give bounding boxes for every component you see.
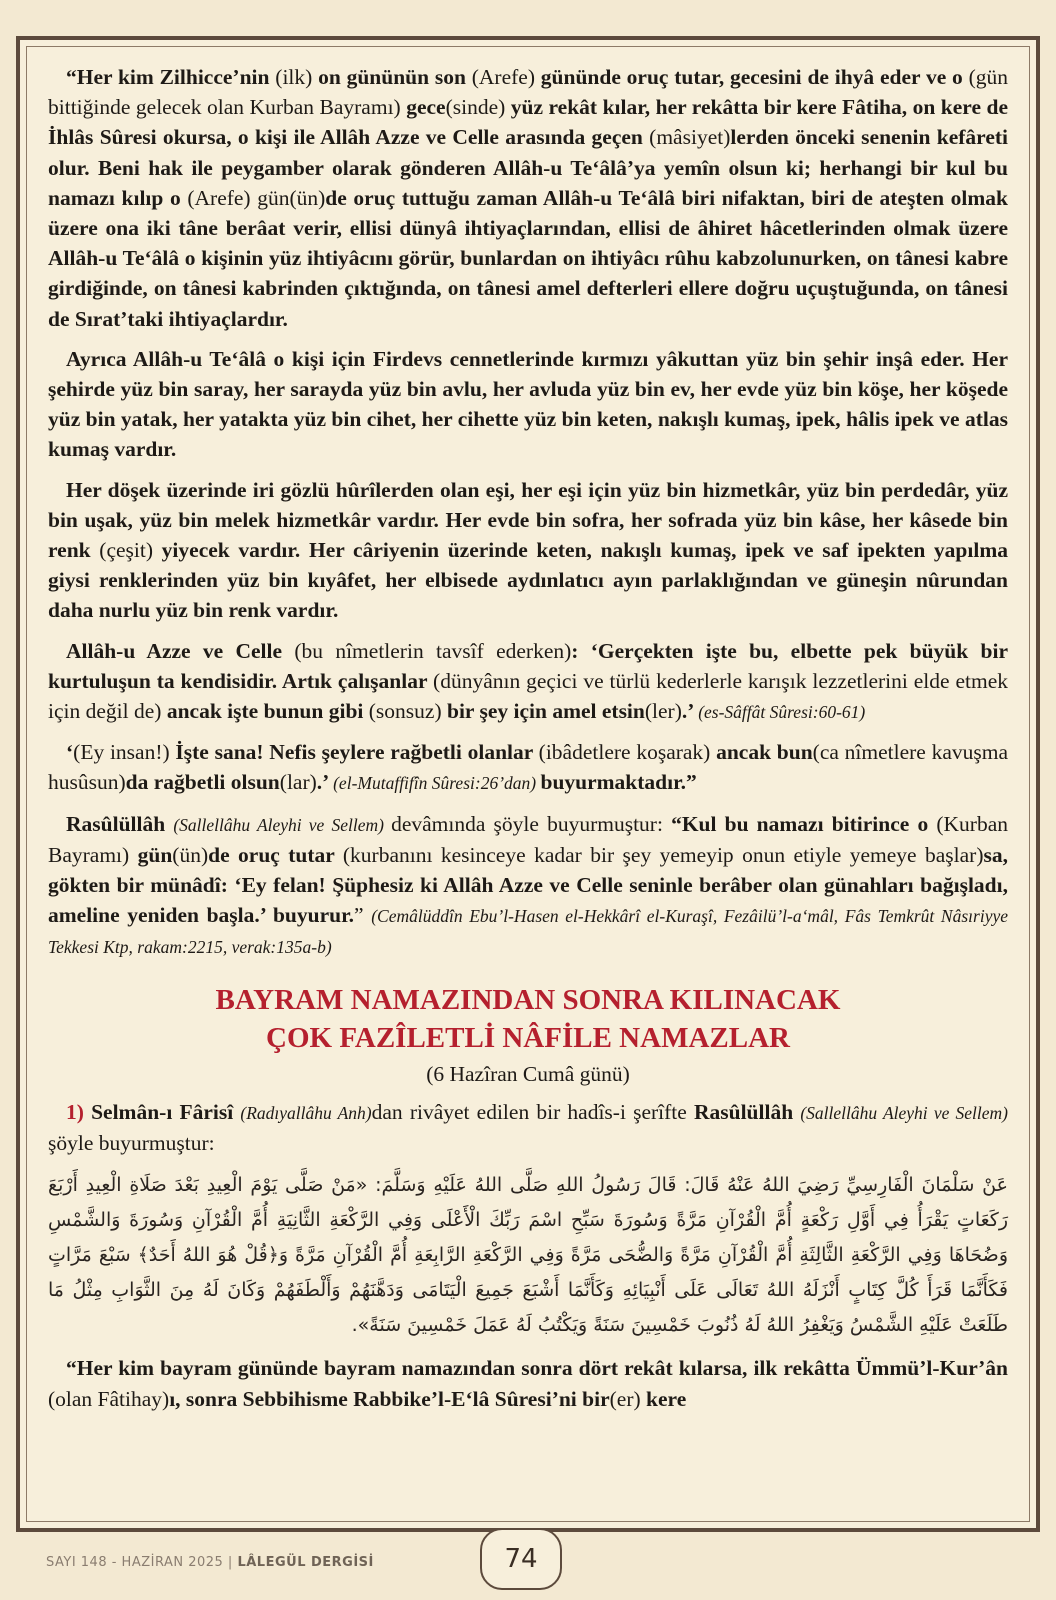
footer-issue-text: SAYI 148 - HAZİRAN 2025 | — [46, 1555, 238, 1570]
text-bold: sa, gökten bir münâdî: ‘Ey felan! Şüphesiz ki Allâh Azze ve Celle seninle berâber olan günahları bağışladı, ameline yeniden başla.’ buyurur. — [48, 842, 1008, 928]
text-bold: .’ — [316, 770, 334, 795]
text: (Arefe) — [471, 65, 541, 89]
citation: (es-Sâffât Sûresi:60-61) — [698, 702, 866, 723]
text: (ca nîmetlere kavuşma husûsun) — [48, 740, 1009, 795]
honorific: (Sallellâhu Aleyhi ve Sellem) — [800, 1102, 1008, 1123]
citation: (Cemâlüddîn Ebu’l-Hasen el-Hekkârî el-Kuraşî, Fezâilü’l-a‘mâl, Fâs Temkrût Nâsıriyye Tekkesi Ktp, rakam:2215, verak:135a-b) — [48, 906, 1008, 958]
citation: (el-Mutaffifîn Sûresi:26’dan) — [333, 773, 541, 794]
text-bold: ancak bun — [716, 740, 813, 765]
text-bold: “Her kim Zilhicce’nin — [66, 65, 276, 89]
text-bold: on gününün son — [318, 65, 472, 89]
text: (Arefe) gün(ün) — [187, 185, 326, 210]
text-bold: .’ — [681, 699, 699, 724]
text-bold: gün — [137, 842, 173, 867]
text: (olan Fâtihay) — [48, 1386, 170, 1411]
text-bold: bir şey için amel etsin — [447, 699, 645, 724]
section-heading — [48, 981, 1008, 1057]
text: (Ey insan!) — [73, 740, 176, 765]
text: (gün bittiğinde gelecek olan Kurban Bayramı) — [48, 65, 1008, 120]
text: (ilk) — [275, 65, 319, 89]
text: (Kurban Bayramı) — [48, 811, 1008, 867]
text: (dünyânın geçici ve türlü kederlerle karışık lezzetlerini elde etmek için değil de) — [48, 668, 1009, 724]
text-bold: da rağbetli olsun — [125, 770, 280, 795]
paragraph-5 — [48, 737, 1008, 798]
text-bold: : ‘Gerçekten işte bu, elbette pek büyük bir kurtuluşun ta kendisidir. Artık çalışanlar — [48, 638, 1008, 693]
text-bold: ‘ — [66, 740, 74, 765]
text-bold: buyurmaktadır.” — [540, 770, 697, 795]
section-heading-line-1: BAYRAM NAMAZINDAN SONRA KILINACAK — [215, 983, 841, 1016]
text: (çeşit) — [99, 538, 162, 563]
text-bold: yiyecek vardır. Her câriyenin üzerinde keten, nakışlı kumaş, ipek ve saf ipekten yapılma giysi renklerinden yüz bin kıyâfet, her elbisede aydınlatıcı ayın parlaklığından ve güneşin nûrundan daha nurlu yüz bin renk vardır. — [48, 538, 1008, 623]
text-bold: Selmân-ı Fârisî — [91, 1099, 241, 1124]
text: ” — [354, 903, 372, 928]
text-bold: gece — [406, 95, 446, 120]
text-bold: de oruç tutar — [208, 842, 343, 867]
text: (mâsiyet) — [649, 125, 731, 150]
text-bold: Rasûlüllâh — [66, 811, 174, 836]
paragraph-2 — [48, 344, 1008, 465]
item-number: 1) — [66, 1099, 92, 1124]
text: (sinde) — [445, 95, 511, 120]
text-bold: “Her kim bayram gününde bayram namazından sonra dört rekât kılarsa, ilk rekâtta Ümmü’l-Kur’ân — [66, 1356, 1008, 1381]
text-bold: İşte sana! Nefis şeylere rağbetli olanlar — [175, 740, 539, 765]
arabic-hadith-text: عَنْ سَلْمَانَ الْفَارِسِيِّ رَضِيَ اللهُ عَنْهُ قَالَ: قَالَ رَسُولُ اللهِ صَلَّى اللهُ عَلَيْهِ وَسَلَّمَ: «مَنْ صَلَّى يَوْمَ الْعِيدِ بَعْدَ صَلَاةِ الْعِيدِ أَرْبَعَ رَكَعَاتٍ يَقْرَأُ فِي أَوَّلِ رَكْعَةٍ أُمَّ الْقُرْآنِ مَرَّةً وَسُورَةَ سَبِّحِ اسْمَ رَبِّكَ الْأَعْلَى وَفِي الرَّكْعَةِ الثَّانِيَةِ أُمَّ الْقُرْآنِ وَسُورَةَ وَالشَّمْسِ وَضُحَاهَا وَفِي الرَّكْعَةِ الثَّالِثَةِ أُمَّ الْقُرْآنِ مَرَّةً وَالضُّحَى مَرَّةً وَفِي الرَّكْعَةِ الرَّابِعَةِ أُمَّ الْقُرْآنِ مَرَّةً وَ﴿قُلْ هُوَ اللهُ أَحَدٌ﴾ سَبْعَ مَرَّاتٍ فَكَأَنَّمَا قَرَأَ كُلَّ كِتَابٍ أَنْزَلَهُ اللهُ تَعَالَى عَلَى أَنْبِيَائِهِ وَكَأَنَّمَا أَشْبَعَ جَمِيعَ الْيَتَامَى وَدَهَّنَهُمْ وَأَلْطَفَهُمْ وَكَانَ لَهُ مِنَ الثَّوَابِ مِثْلُ مَا طَلَعَتْ عَلَيْهِ الشَّمْسُ وَيَغْفِرُ اللهُ لَهُ ذُنُوبَ خَمْسِينَ سَنَةً وَيَكْتُبُ لَهُ عَمَلَ خَمْسِينَ سَنَةً». — [48, 1174, 1008, 1337]
text-bold: de oruç tuttuğu zaman Allâh-u Te‘âlâ biri nifaktan, biri de ateşten olmak üzere ona iki tâne berâat verir, ellisi dünyâ ihtiyaçlarından, ellisi de âhiret hâcetlerinden olmak üzere Allâh-u Te‘âlâ o kişinin yüz ihtiyâcını görür, bunlardan on ihtiyâcı rûhu kabzolunurken, on tânesi kabre girdiğinde, on tânesi kabrinden çıktığında, on tânesi amel defterleri ellere doğru uçuştuğunda, on tânesi de Sırat’taki ihtiyaçlardır. — [48, 185, 1008, 331]
text: dan rivâyet edilen bir hadîs-i şerîfte — [371, 1099, 694, 1124]
text: (ler) — [644, 699, 682, 724]
text-bold: Her döşek üzerinde iri gözlü hûrîlerden olan eşi, her eşi için yüz bin hizmetkâr, yüz bin perdedâr, yüz bin uşak, yüz bin melek hizmetkâr vardır. Her evde bin sofra, her sofrada yüz bin kâse, her kâsede bin renk — [48, 477, 1008, 563]
text-bold: lerden önceki senenin kefâreti olur. Beni hak ile peygamber olarak gönderen Allâh-u Te‘âlâ’ya yemîn olsun ki; herhangi bir kul bu namazı kılıp o — [48, 125, 1008, 210]
footer-magazine-name: LÂLEGÜL DERGİSİ — [237, 1555, 374, 1570]
paragraph-7 — [48, 1097, 1008, 1158]
text: devâmında şöyle buyurmuştur: — [391, 811, 672, 836]
text: (sonsuz) — [368, 699, 447, 724]
section-heading-line-2: ÇOK FAZÎLETLİ NÂFİLE NAMAZLAR — [266, 1021, 790, 1054]
text: (lar) — [279, 770, 317, 795]
text-bold: Rasûlüllâh — [693, 1099, 801, 1124]
text: (er) — [609, 1386, 647, 1411]
text-bold: “Kul bu namazı bitirince o — [671, 811, 937, 836]
honorific: (Radıyallâhu Anh) — [240, 1102, 372, 1123]
text-bold: ı, sonra Sebbihisme Rabbike’l-E‘lâ Sûresi’ni bir — [169, 1386, 610, 1411]
honorific: (Sallellâhu Aleyhi ve Sellem) — [173, 814, 392, 835]
paragraph-4 — [48, 636, 1008, 728]
paragraph-1 — [48, 62, 1008, 334]
page-number: 74 — [480, 1528, 562, 1590]
footer-issue — [46, 1555, 374, 1570]
text-bold: gününde oruç tutar, gecesini de ihyâ eder ve o — [540, 65, 969, 89]
paragraph-3 — [48, 475, 1008, 626]
text-bold: ancak işte bunun gibi — [166, 699, 369, 724]
text-bold: Allâh-u Azze ve Celle — [66, 638, 295, 663]
text: (ün) — [172, 842, 209, 867]
text: (kurbanını kesinceye kadar bir şey yemeyip onun etiyle yemeye başlar) — [342, 842, 984, 867]
section-subheading: (6 Hazîran Cumâ günü) — [426, 1061, 630, 1086]
text: şöyle buyurmuştur: — [48, 1131, 215, 1156]
article-body — [48, 62, 1008, 1424]
text-bold: kere — [646, 1386, 687, 1411]
text: (ibâdetlere koşarak) — [538, 740, 717, 765]
text-bold: Ayrıca Allâh-u Te‘âlâ o kişi için Firdevs cennetlerinde kırmızı yâkuttan yüz bin şehir inşâ eder. Her şehirde yüz bin saray, her sarayda yüz bin avlu, her avluda yüz bin ev, her evde yüz bin köşe, her köşede yüz bin yatak, her yatakta yüz bin cihet, her cihette yüz bin keten, nakışlı kumaş, ipek, hâlis ipek ve atlas kumaş vardır. — [48, 346, 1008, 462]
text-bold: yüz rekât kılar, her rekâtta bir kere Fâtiha, on kere de İhlâs Sûresi okursa, o kişi ile Allâh Azze ve Celle arasında geçen — [48, 95, 1008, 150]
paragraph-8 — [48, 1353, 1008, 1413]
text: (bu nîmetlerin tavsîf ederken) — [294, 638, 572, 663]
paragraph-6 — [48, 809, 1008, 963]
